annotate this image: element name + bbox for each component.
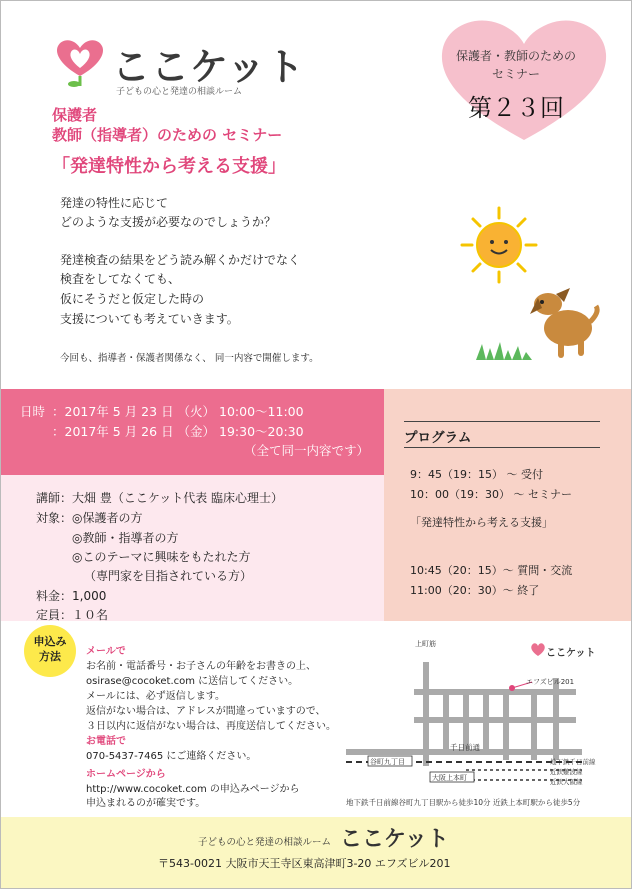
phone-section-title: お電話で [86,736,126,747]
map-station: 大阪上本町 [432,774,467,782]
headline-audience: 保護者 [52,106,98,124]
mail-line: メールには、必ず返信します。 [86,691,225,702]
intro-line: 支援についても考えていきます。 [60,312,239,326]
lecturer: 講師：大畑 豊（ここケット代表 臨床心理士） [36,491,284,505]
fee: 料金：1,000 [36,589,107,603]
schedule-date: ：2017年 5 月 26 日 （金） 19:30～20:30 [52,424,304,439]
intro-line: どのような支援が必要なのでしょうか？ [60,215,277,229]
program-item: 「発達特性から考える支援」 [410,516,553,529]
intro-line: 発達の特性に応じて [60,196,169,210]
badge-line1: 保護者・教師のための [455,49,576,63]
apply-badge-text: 方法 [39,650,61,663]
mail-line: お名前・電話番号・お子さんの年齢をお書きの上、 [86,661,316,672]
intro-line: 発達検査の結果をどう読み解くかだけでなく [60,253,301,267]
target-label: 対象： [36,511,73,525]
intro-line: 検査をしてなくても、 [60,272,181,286]
intro-line: 仮にそうだと仮定した時の [60,292,205,306]
logo-tulip-icon [52,36,108,88]
footer-address: 〒543-0021 大阪市天王寺区東高津町3-20 エフズビル201 [158,857,451,870]
grass-illustration-icon [476,340,532,360]
map-street-h: 千日前通 [450,743,480,752]
logo-subtitle: 子どもの心と発達の相談ルーム [116,87,243,97]
map-station: 谷町九丁目 [370,758,405,766]
footer-subtitle: 子どもの心と発達の相談ルーム [198,837,332,848]
badge-line2: セミナー [491,67,540,81]
capacity: 定員：１０名 [36,608,109,622]
map-line-label: 近鉄難波線 [550,768,583,776]
target-item: ◎教師・指導者の方 [72,531,179,545]
program-divider [404,447,600,448]
map-caption: 地下鉄千日前線谷町九丁目駅から徒歩10分 近鉄上本町駅から徒歩5分 [346,798,581,807]
web-section-title: ホームページから [86,769,166,780]
mail-section-title: メールで [86,646,126,657]
headline-title: 「発達特性から考える支援」 [52,156,286,177]
schedule-note: （全て同一内容です） [244,443,370,458]
same-content-note: 今回も、指導者・保護者関係なく、 同一内容で開催します。 [60,353,319,364]
program-title: プログラム [404,430,472,446]
mail-line: 返信がない場合は、アドレスが間違っていますので、 [86,706,326,717]
target-note: （専門家を目指されている方） [84,569,253,583]
program-item: 11:00（20：30）～ 終了 [410,584,540,597]
program-item: 10：00（19：30） ～ セミナー [410,488,572,501]
sun-illustration-icon [460,206,538,284]
map-building-label: エフズビル201 [526,678,575,686]
phone-line: 070-5437-7465 にご連絡ください。 [86,751,257,762]
map-line-label: 地下鉄千日前線 [550,758,596,766]
badge-session-number: 第２３回 [468,94,564,122]
program-divider [404,421,600,422]
mail-line: ３日以内に返信がない場合は、再度送信してください。 [86,721,336,732]
map-line-label: 近鉄大阪線 [550,778,583,786]
schedule-date: ：2017年 5 月 23 日 （火） 10:00～11:00 [52,404,304,419]
map-logo-icon [531,643,545,656]
program-item: 9：45（19：15） ～ 受付 [410,468,543,481]
web-line: http://www.cocoket.com の申込みページから [86,784,300,795]
schedule-label: 日時 [20,404,46,419]
target-item: ◎このテーマに興味をもたれた方 [72,550,251,564]
dog-illustration-icon [528,284,600,360]
mail-line: osirase@cocoket.com に送信してください。 [86,676,299,687]
access-map [346,632,606,800]
web-line: 申込まれるのが確実です。 [86,798,206,809]
headline-seminar: 教師（指導者）のための セミナー [52,126,283,144]
program-item: 10:45（20：15）～ 質問・交流 [410,564,573,577]
target-item: ◎保護者の方 [72,511,143,525]
map-street-v: 上町筋 [415,640,436,648]
map-logo-text: ここケット [546,648,596,659]
footer [0,817,632,889]
logo-text: ここケット [112,45,306,89]
apply-badge-text: 申込み [33,635,67,648]
footer-logo: ここケット [340,827,449,852]
